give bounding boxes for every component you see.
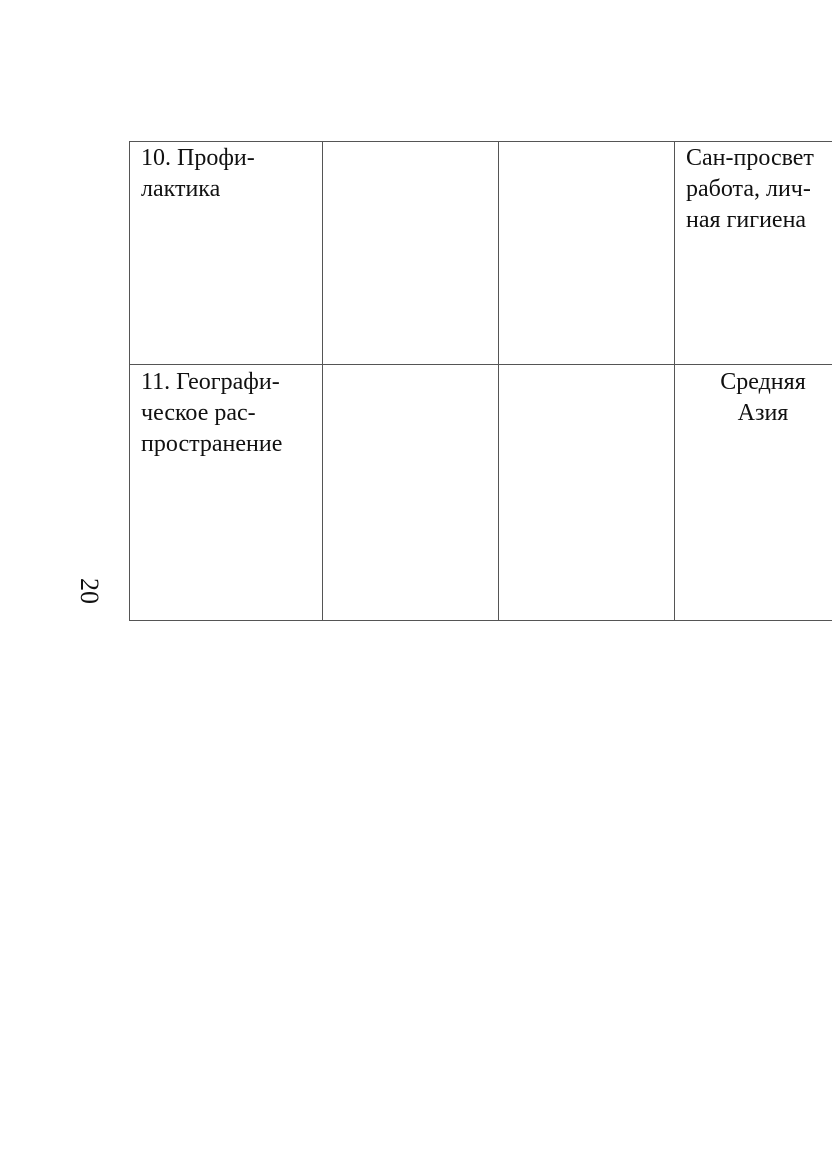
row-11-label-line: ческое рас- (141, 400, 256, 426)
row-10-col4-line: ная гигиена (686, 207, 807, 233)
table-bottom-border (129, 620, 832, 621)
data-table (129, 141, 832, 621)
row-11-col4-line: Средняя (720, 369, 806, 395)
row-11-col4-cell (675, 367, 832, 429)
table-row-divider (129, 364, 832, 365)
page-number: 20 (75, 578, 104, 604)
row-10-col4-line: работа, лич- (686, 176, 811, 202)
row-11-col4-line: Азия (737, 400, 789, 426)
row-10-label-line: лактика (141, 176, 221, 202)
row-11-label-line: 11. Географи- (141, 369, 280, 395)
row-10-label-line: 10. Профи- (141, 145, 255, 171)
table-column-divider (322, 141, 323, 621)
row-11-label-line: пространение (141, 431, 283, 457)
row-10-col4-cell (686, 143, 814, 236)
table-left-border (129, 141, 130, 621)
table-column-divider (498, 141, 499, 621)
table-top-border (129, 141, 832, 142)
row-10-col4-line: Сан-просвет (686, 145, 814, 171)
row-11-label-cell (141, 367, 282, 460)
row-10-label-cell (141, 143, 255, 205)
